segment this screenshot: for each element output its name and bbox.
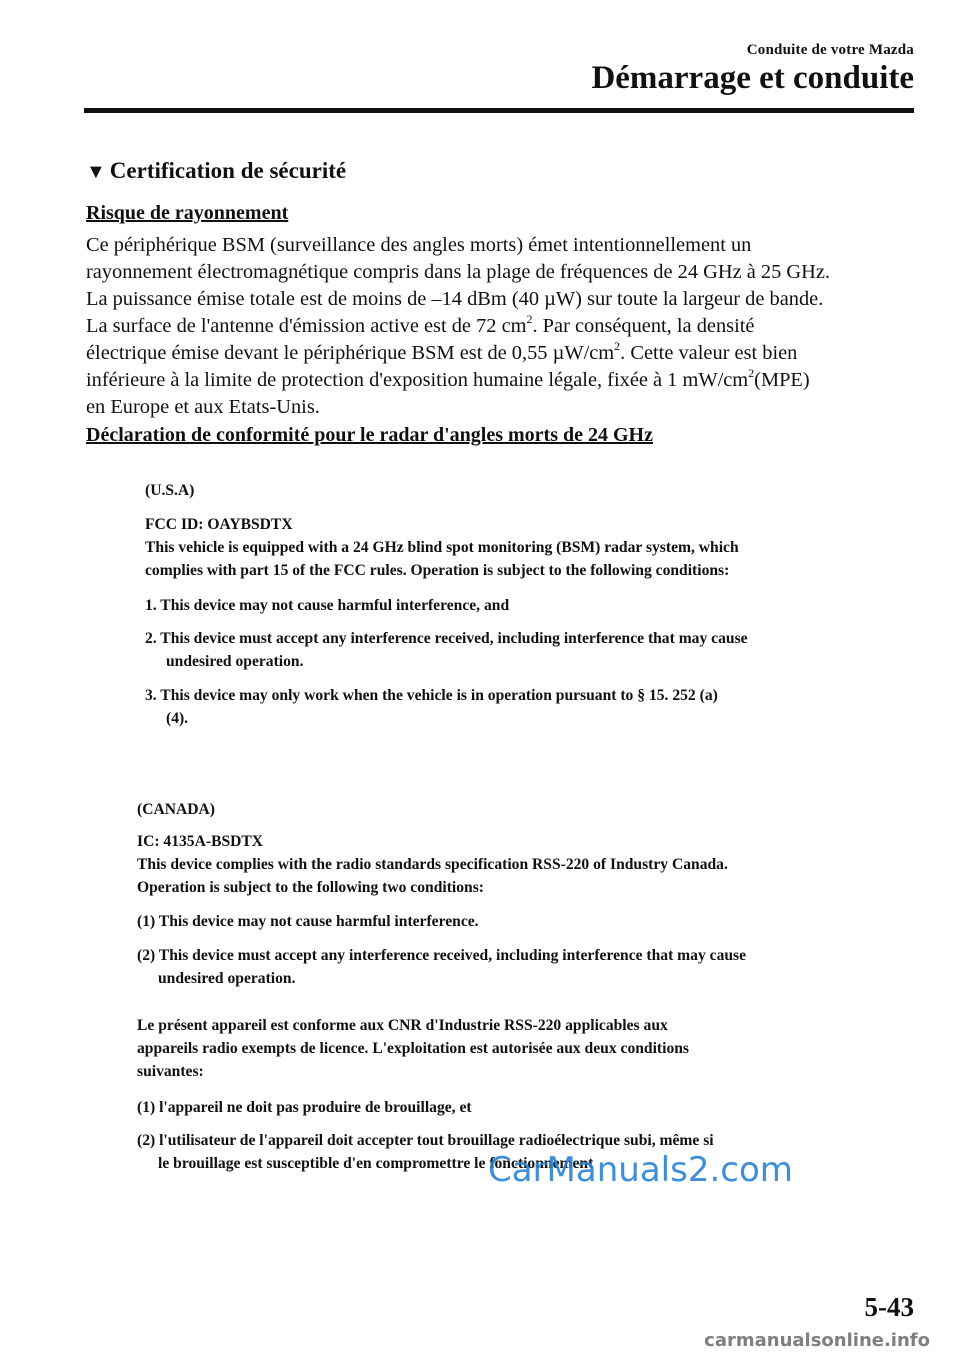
text-line: appareils radio exempts de licence. L'exploitation est autorisée aux deux conditions	[137, 1040, 689, 1057]
section-title	[86, 158, 346, 184]
text-line: inférieure à la limite de protection d'exposition humaine légale, fixée à 1 $mW/cm^2(MPE)$	[86, 366, 810, 391]
radiation-paragraph	[86, 232, 926, 421]
text-line: Le présent appareil est conforme aux CNR d'Industrie RSS-220 applicables aux	[137, 1017, 668, 1034]
text-line: rayonnement électromagnétique compris dans la plage de fréquences de 24 GHz à 25 GHz.	[86, 261, 830, 283]
text-line: La puissance émise totale est de moins de –14 dBm (40 µW) sur toute la largeur de bande.	[86, 288, 824, 310]
french-notice	[137, 1014, 689, 1083]
canada-condition-1: (1) This device may not cause harmful interference.	[137, 913, 479, 930]
fcc-id: FCC ID: OAYBSDTX	[145, 516, 293, 533]
footer-site-watermark: carmanualsonline.info	[704, 1330, 930, 1351]
text-line: La surface de l'antenne d'émission active est de 72 $cm^2$. Par conséquent, la densité	[86, 312, 755, 337]
usa-condition-1: 1. This device may not cause harmful interference, and	[145, 597, 510, 614]
usa-condition-2: 2. This device must accept any interference received, including interference that may cause undesired operation.	[145, 630, 748, 670]
usa-title: (U.S.A)	[145, 482, 195, 499]
fcc-block	[145, 513, 739, 582]
ic-id: IC: 4135A-BSDTX	[137, 833, 264, 850]
ic-block	[137, 830, 728, 899]
watermark-logo: CarManuals2.com	[488, 1150, 793, 1190]
text-line: suivantes:	[137, 1063, 204, 1080]
usa-condition-3: 3. This device may only work when the vehicle is in operation pursuant to § 15. 252 (a) (4).	[145, 687, 718, 727]
page-number: 5-43	[864, 1292, 914, 1322]
french-condition-1: (1) l'appareil ne doit pas produire de brouillage, et	[137, 1099, 472, 1116]
radiation-heading: Risque de rayonnement	[86, 202, 289, 224]
header-divider	[84, 108, 914, 113]
french-condition-2: (2) l'utilisateur de l'appareil doit accepter tout brouillage radioélectrique subi, même si le brouillage est susceptible d'en compromettre le fonctionnement	[137, 1132, 714, 1172]
text-line: Operation is subject to the following two conditions:	[137, 879, 484, 896]
text-line: en Europe et aux Etats-Unis.	[86, 396, 320, 418]
canada-condition-2: (2) This device must accept any interference received, including interference that may cause undesired operation.	[137, 947, 747, 987]
text-line: électrique émise devant le périphérique BSM est de 0,55 $\mu W/cm^2$. Cette valeur est bien	[86, 339, 798, 364]
text-line: Ce périphérique BSM (surveillance des angles morts) émet intentionnellement un	[86, 234, 752, 256]
chapter-title: Démarrage et conduite	[591, 60, 914, 96]
triangle-marker-icon: ▼	[86, 161, 106, 183]
section-title-text: Certification de sécurité	[109, 158, 347, 183]
text-line: This device complies with the radio standards specification RSS-220 of Industry Canada.	[137, 856, 728, 873]
text-line: This vehicle is equipped with a 24 GHz blind spot monitoring (BSM) radar system, which	[145, 539, 739, 556]
declaration-heading: Déclaration de conformité pour le radar d'angles morts de 24 GHz	[86, 424, 653, 446]
canada-title: (CANADA)	[137, 801, 215, 818]
chapter-subtitle: Conduite de votre Mazda	[746, 42, 914, 58]
text-line: complies with part 15 of the FCC rules. Operation is subject to the following conditions:	[145, 562, 730, 579]
